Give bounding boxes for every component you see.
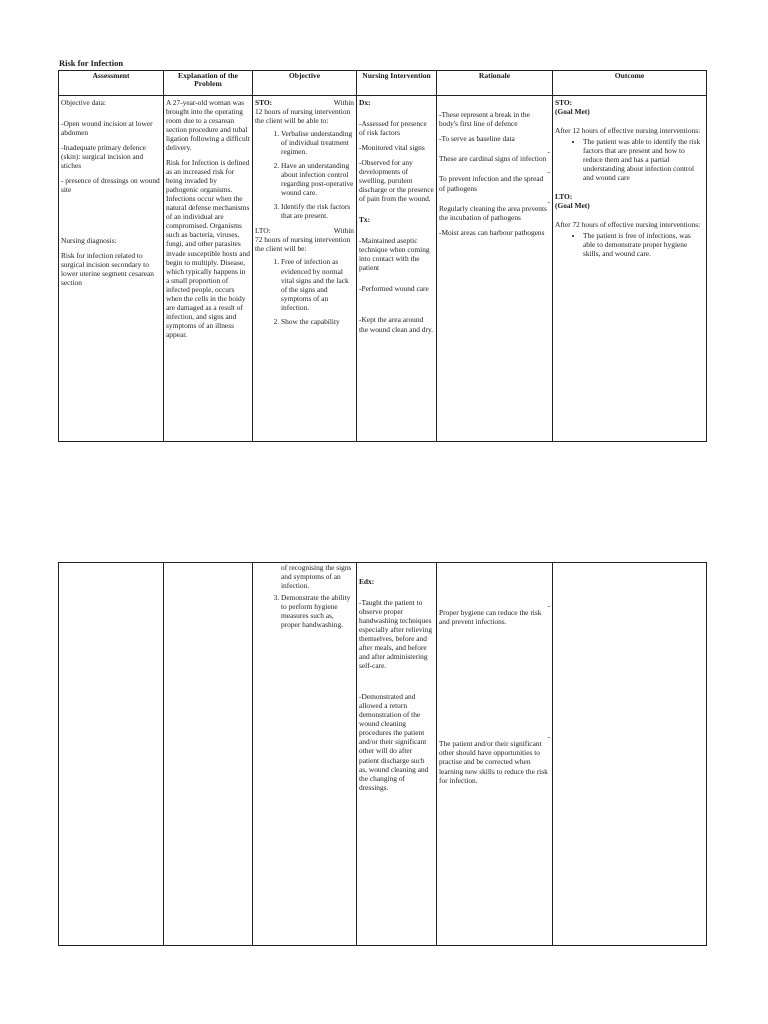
sto-goal: 3. Identify the risk factors that are present. bbox=[281, 202, 354, 220]
document-title: Risk for Infection bbox=[59, 58, 124, 68]
explanation-cell bbox=[164, 563, 253, 946]
intervention-cell bbox=[357, 563, 437, 946]
outcome-sto-label: STO: bbox=[555, 98, 573, 107]
objective-cell bbox=[253, 563, 357, 946]
header-row bbox=[59, 71, 707, 96]
header-outcome: Outcome bbox=[553, 71, 707, 96]
outcome-sto-status: (Goal Met) bbox=[555, 107, 590, 117]
sto-goal: 2. Have an understanding about infection control regarding post-operative wound care. bbox=[281, 161, 354, 197]
table-row bbox=[59, 563, 707, 946]
header-rationale: Rationale bbox=[437, 71, 553, 96]
sto-within: Within bbox=[333, 98, 354, 107]
dx-item: -Assessed for presence of risk factors bbox=[359, 119, 427, 138]
rationale-dash: - bbox=[547, 732, 550, 742]
rationale-dash: - bbox=[547, 167, 550, 177]
lto-goal: 2. Show the capability bbox=[281, 317, 354, 326]
care-plan-table-continued bbox=[58, 562, 707, 946]
sto-goal: 1. Verbalise understanding of individual treatment regimen. bbox=[281, 129, 354, 156]
sto-label: STO: bbox=[255, 98, 273, 107]
sto-text: 12 hours of nursing intervention the client will be able to: bbox=[255, 107, 351, 126]
assessment-cell bbox=[59, 563, 164, 946]
edx-label: Edx: bbox=[359, 577, 375, 586]
rationale-item: These are cardinal signs of infection bbox=[439, 154, 547, 164]
objective-data-label: Objective data: bbox=[61, 98, 106, 107]
rationale-item: Proper hygiene can reduce the risk and prevent infections. bbox=[439, 608, 542, 627]
outcome-lto-status: (Goal Met) bbox=[555, 201, 590, 211]
outcome-lto-bullet: • The patient is free of infections, was able to demonstrate proper hygiene skills, and wound care. bbox=[583, 231, 704, 258]
header-objective: Objective bbox=[253, 71, 357, 96]
tx-item: -Kept the area around the wound clean and dry. bbox=[359, 315, 434, 334]
header-assessment: Assessment bbox=[59, 71, 164, 96]
dx-item: -Monitored vital signs bbox=[359, 143, 425, 153]
nursing-diagnosis: Risk for infection related to surgical incision secondary to lower uterine segment cesarean section bbox=[61, 251, 154, 288]
tx-label: Tx: bbox=[359, 215, 371, 225]
care-plan-table bbox=[58, 70, 707, 442]
lto-label: LTO: bbox=[255, 226, 271, 236]
header-intervention: Nursing Intervention bbox=[357, 71, 437, 96]
rationale-dash: - bbox=[547, 601, 550, 610]
rationale-item: -To serve as baseline data bbox=[439, 134, 515, 144]
objective-continued: of recognising the signs and symptoms of an infection. bbox=[281, 563, 352, 591]
assessment-cell bbox=[59, 96, 164, 442]
rationale-item: -These represent a break in the body's first line of defence bbox=[439, 110, 530, 129]
explanation-paragraph: A 27-year-old woman was brought into the operating room due to a cesarean section procedure and tubal ligation following a difficult delivery. bbox=[166, 98, 250, 153]
dx-item: -Observed for any developments of swelling, purulent discharge or the presence of pain from the wound. bbox=[359, 158, 434, 204]
edx-item: -Taught the patient to observe proper handwashing techniques especially after relieving themselves, before and after meals, and before and after administering self-care. bbox=[359, 598, 433, 671]
outcome-lto-intro: After 72 hours of effective nursing interventions: bbox=[555, 220, 701, 230]
explanation-cell bbox=[164, 96, 253, 442]
outcome-sto-bullet: • The patient was able to identify the risk factors that are present and how to reduce them and has a partial understanding about infection control and wound care bbox=[583, 137, 704, 182]
rationale-item: The patient and/or their significant other should have opportunities to practise and be corrected when learning new skills to reduce the risk for infection. bbox=[439, 739, 548, 785]
rationale-cell bbox=[437, 96, 553, 442]
intervention-cell bbox=[357, 96, 437, 442]
lto-goal: 3. Demonstrate the ability to perform hygiene measures such as, proper handwashing. bbox=[281, 593, 354, 629]
outcome-sto-intro: After 12 hours of effective nursing interventions: bbox=[555, 126, 701, 136]
rationale-cell bbox=[437, 563, 553, 946]
explanation-paragraph: Risk for Infection is defined as an increased risk for being invaded by pathogenic organisms. Infections occur when the natural defense mechanisms of an individual are compromised. Organisms such as bacteria, viruses, fungi, and other parasites invade susceptible hosts and begin to multiply. Disease, which typically happens in a small proportion of infected people, occurs when the cells in the boidy are damaged as a result of infection, and signs and symptoms of an illness appear. bbox=[166, 158, 250, 339]
outcome-cell bbox=[553, 96, 707, 442]
lto-within: Within bbox=[333, 226, 354, 236]
assessment-item: -Open wound incision at lower abdomen bbox=[61, 119, 153, 138]
objective-cell bbox=[253, 96, 357, 442]
tx-item: -Performed wound care bbox=[359, 284, 429, 294]
rationale-item: -Moist areas can harbour pathogens bbox=[439, 227, 545, 237]
edx-item: -Demonstrated and allowed a return demonstration of the wound cleaning procedures the patient and/or their significant other will do after patient discharge such as, wound cleaning and the changing of dressings. bbox=[359, 692, 429, 792]
dx-label: Dx: bbox=[359, 98, 371, 107]
rationale-dash: - bbox=[547, 196, 550, 206]
tx-item: -Maintained aseptic technique when coming into contact with the patient bbox=[359, 236, 430, 273]
outcome-cell bbox=[553, 563, 707, 946]
rationale-dash: - bbox=[547, 147, 550, 157]
lto-goal: 1. Free of infection as evidenced by normal vital signs and the lack of the signs and symptoms of an infection. bbox=[281, 257, 354, 311]
table-row bbox=[59, 96, 707, 442]
rationale-item: To prevent infection and the spread of pathogens bbox=[439, 174, 544, 193]
outcome-lto-label: LTO: bbox=[555, 192, 573, 202]
assessment-item: - presence of dressings on wound site bbox=[61, 176, 160, 195]
nursing-diagnosis-label: Nursing diagnosis: bbox=[61, 236, 117, 246]
header-explanation: Explanation of the Problem bbox=[164, 71, 253, 96]
rationale-item: Regularly cleaning the area prevents the incubation of pathogens bbox=[439, 203, 547, 222]
assessment-item: -Inadequate primary defence (skin): surgical incision and stiches bbox=[61, 143, 146, 171]
lto-text: 72 hours of nursing intervention the client will be: bbox=[255, 235, 351, 254]
